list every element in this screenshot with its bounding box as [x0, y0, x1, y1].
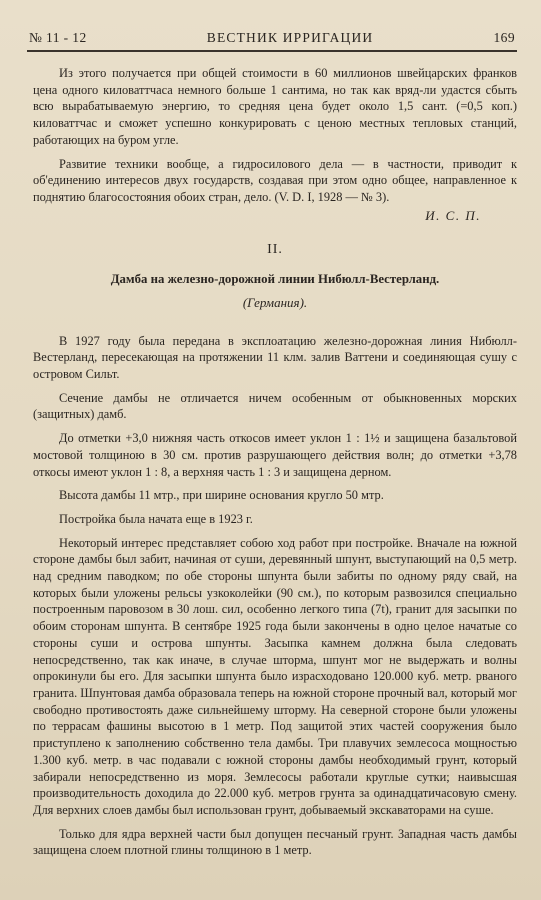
page-header — [27, 30, 517, 52]
paragraph: Только для ядра верхней части был допущен песчаный грунт. Западная часть дамбы защищена слоем плотной глины толщиною в 1 метр. — [33, 826, 517, 858]
journal-title: ВЕСТНИК ИРРИГАЦИИ — [206, 30, 374, 45]
article-subtitle: (Германия). — [242, 294, 308, 310]
page-content — [27, 52, 517, 859]
paragraph: Развитие техники вообще, а гидросилового дела — в частности, приводит к об'единению интересов двух государств, создавая при этом одно общее, направленное к поднятию благосостояния обоих стран, дело. (V. D. I, 1928 — № 3). — [33, 156, 517, 204]
page-number: 169 — [493, 30, 515, 45]
paragraph: Из этого получается при общей стоимости в 60 миллионов швейцарских франков цена одного киловаттчаса немного больше 1 сантима, но так как вряд-ли удастся сбыть всю вырабатываемую энергию, то средняя цена будет около 1,5 сант. (=0,5 коп.) киловаттчас и сможет успешно конкурировать с ценою местных тепловых станций, работающих на буром угле. — [33, 66, 517, 147]
author-signature: И. С. П. — [425, 207, 481, 223]
paragraph: Постройка была начата еще в 1923 г. — [59, 511, 253, 526]
paragraph: Сечение дамбы не отличается ничем особенным от обыкновенных морских (защитных) дамб. — [33, 390, 517, 422]
paragraph: До отметки +3,0 нижняя часть откосов имеет уклон 1 : 1½ и защищена базальтовой мостовой толщиною в 30 см. против разрушающего действия волн; до отметки +3,78 откосы имеют уклон 1 : 8, а верхняя часть 1 : 3 и защищена дерном. — [33, 431, 517, 479]
paragraph: Высота дамбы 11 мтр., при ширине основания кругло 50 мтр. — [59, 488, 384, 503]
paragraph: Некоторый интерес представляет собою ход работ при постройке. Вначале на южной стороне дамбы был забит, начиная от суши, деревянный шпунт, выступающий на 0,5 метр. над средним паводком; по обе стороны шпунта были забиты по одному ряду свай, на которых были уложены рельсы узкоколейки (90 см.), по которым развозился специально построенным паровозом в 30 лош. сил, особенно легкого типа (7t), гранит для засыпки по обоим сторонам шпунта. В сентябре 1925 года были закончены в одно целое начатые со стороны суши и острова шпунты. Засыпка камнем должна была следовать непосредственно, так как иначе, в случае шторма, шпунт мог не выдержать и волны опрокинули бы его. Для засыпки шпунта было израсходовано 120.000 куб. метр. рваного гранита. Шпунтовая дамба образовала теперь на южной стороне прочный вал, который мог свободно противостоять даже сильнейшему шторму. На северной стороне были уложены по террасам фашины высотою в 1 метр. Под защитой этих частей сооружения было приступлено к заполнению собственно тела дамбы. Три плавучих землесоса мощностью 1.300 куб. метр. в час подавали с южной стороны дамбы необходимый грунт, который забирали непосредственно из моря. Землесосы работали круглые сутки; наивысшая производительность доходила до 22.000 куб. метров грунта за одинадцатичасовую смену. Для верхних слоев дамбы был использован грунт, добываемый экскаваторами на суше. — [33, 535, 517, 817]
paragraph: В 1927 году была передана в эксплоатацию железно-дорожная линия Нибюлл-Вестерланд, пересекающая на протяжении 11 клм. залив Ваттени и соединяющая сушу с островом Сильт. — [33, 333, 517, 382]
section-number: II. — [267, 241, 283, 257]
article-title: Дамба на железно-дорожной линии Нибюлл-Вестерланд. — [110, 271, 440, 286]
issue-number: № 11 - 12 — [29, 30, 87, 45]
